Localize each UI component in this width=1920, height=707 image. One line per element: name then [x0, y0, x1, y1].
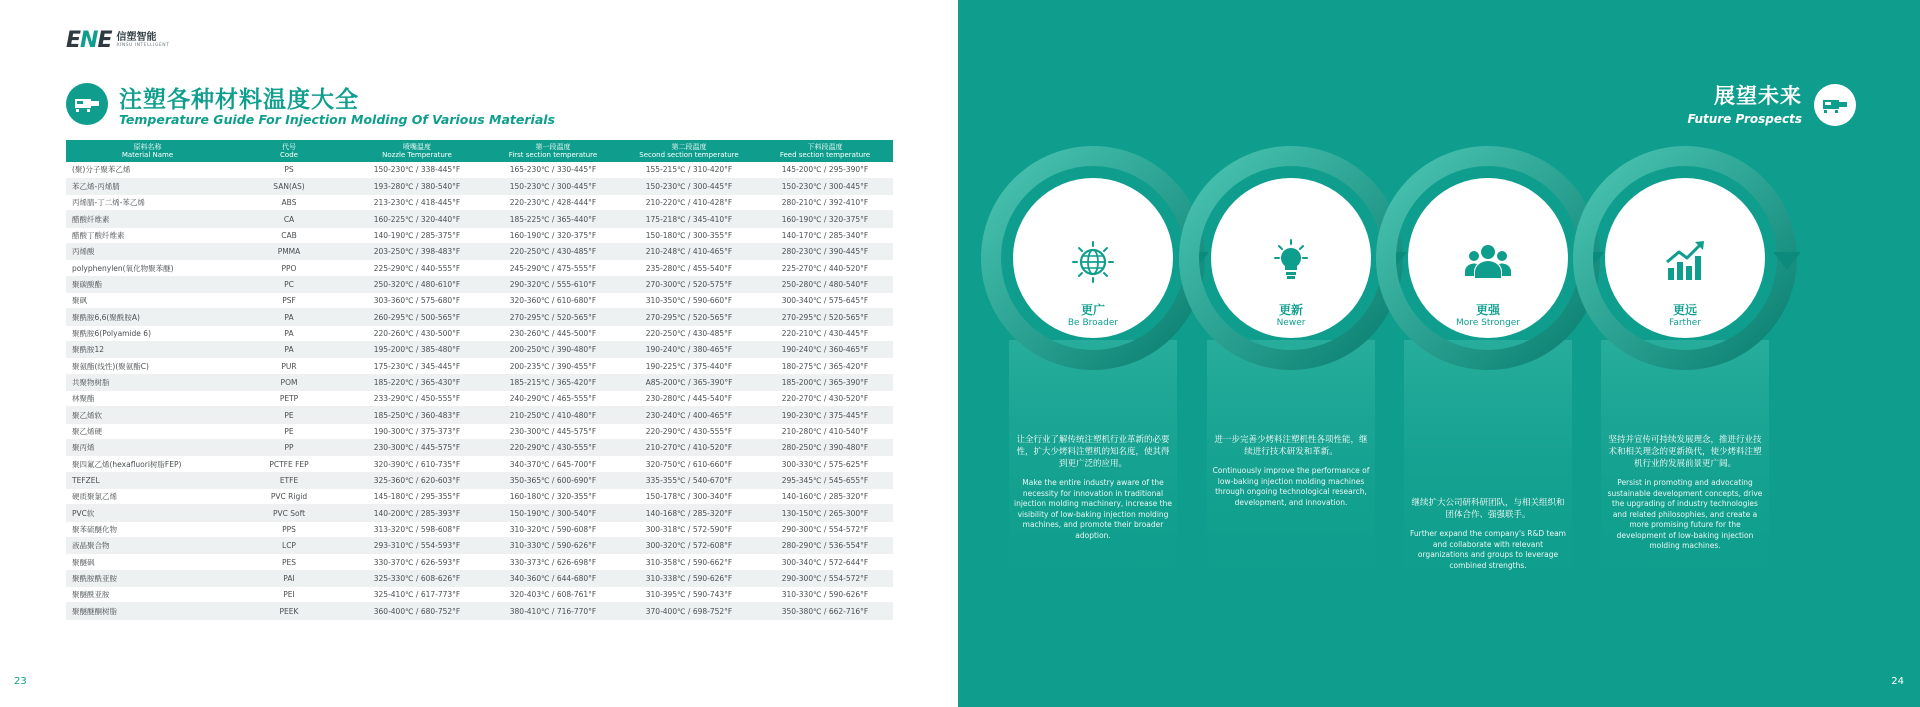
table-cell: 175-218℃ / 345-410°F: [621, 211, 757, 227]
table-cell: PES: [229, 554, 349, 570]
table-cell: (聚)分子聚苯乙烯: [66, 162, 229, 178]
table-cell: 350-380℃ / 662-716°F: [757, 603, 893, 619]
table-cell: PEEK: [229, 603, 349, 619]
column-header-cn: 下料段温度: [807, 143, 843, 151]
table-cell: TEFZEL: [66, 472, 229, 488]
table-cell: PE: [229, 407, 349, 423]
table-cell: 230-260℃ / 445-500°F: [485, 325, 621, 341]
table-row: [66, 227, 893, 243]
table-cell: 225-270℃ / 440-520°F: [757, 260, 893, 276]
table-cell: 310-338℃ / 590-626°F: [621, 570, 757, 586]
column-header-en: Feed section temperature: [779, 151, 871, 159]
table-cell: 280-230℃ / 390-445°F: [757, 244, 893, 260]
table-cell: 290-300℃ / 554-572°F: [757, 521, 893, 537]
table-cell: 310-358℃ / 590-662°F: [621, 554, 757, 570]
pillar-title-en: Be Broader: [1067, 318, 1119, 328]
machine-icon: [66, 83, 108, 125]
table-cell: 340-360℃ / 644-680°F: [485, 570, 621, 586]
pillar-description-newer: [1212, 434, 1370, 508]
table-cell: 335-355℃ / 540-670°F: [621, 472, 757, 488]
table-cell: 190-300℃ / 375-373°F: [349, 423, 485, 439]
pillar-description-broader: [1014, 434, 1172, 541]
table-cell: 聚酰胺酰亚胺: [66, 570, 229, 586]
table-cell: 丙烯酸: [66, 244, 229, 260]
table-cell: 220-230℃ / 428-444°F: [485, 195, 621, 211]
table-row: [66, 391, 893, 407]
table-row: [66, 521, 893, 537]
table-cell: PETP: [229, 391, 349, 407]
table-cell: PS: [229, 162, 349, 178]
table-cell: 300-340℃ / 572-644°F: [757, 554, 893, 570]
table-cell: 290-300℃ / 554-572°F: [757, 570, 893, 586]
table-row: [66, 195, 893, 211]
table-cell: 320-390℃ / 610-735°F: [349, 456, 485, 472]
pillar-text-en: Further expand the company's R&D team and collaborate with relevant organizations and groups to leverage combined strengths.: [1410, 529, 1566, 570]
column-header-en: Second section temperature: [639, 151, 739, 159]
pillar-title-en: More Stronger: [1455, 318, 1521, 328]
column-header: [349, 140, 485, 162]
table-cell: 270-295℃ / 520-565°F: [757, 309, 893, 325]
page-title: 注塑各种材料温度大全: [119, 87, 359, 113]
table-row: [66, 603, 893, 619]
table-cell: 150-230℃ / 300-445°F: [485, 178, 621, 194]
column-header-en: Material Name: [121, 151, 174, 159]
table-cell: PPO: [229, 260, 349, 276]
table-cell: 聚乙烯硬: [66, 423, 229, 439]
column-header-cn: 代号: [282, 143, 296, 151]
table-cell: polyphenylen(氧化物聚苯醚): [66, 260, 229, 276]
table-cell: 310-330℃ / 590-626°F: [485, 538, 621, 554]
pillar-title-en: Newer: [1276, 318, 1306, 328]
table-cell: 聚醚醚酮树脂: [66, 603, 229, 619]
column-header-cn: 喷嘴温度: [403, 143, 431, 151]
table-cell: 313-320℃ / 598-608°F: [349, 521, 485, 537]
table-cell: PC: [229, 276, 349, 292]
table-cell: 150-230℃ / 300-445°F: [621, 178, 757, 194]
table-cell: 210-270℃ / 410-520°F: [621, 440, 757, 456]
table-cell: 220-210℃ / 430-445°F: [757, 325, 893, 341]
table-cell: 140-160℃ / 285-320°F: [757, 489, 893, 505]
table-cell: 硬质聚氯乙烯: [66, 489, 229, 505]
table-cell: 230-300℃ / 445-575°F: [485, 423, 621, 439]
table-cell: 155-215℃ / 310-420°F: [621, 162, 757, 178]
table-cell: 180-275℃ / 365-420°F: [757, 358, 893, 374]
table-cell: 340-370℃ / 645-700°F: [485, 456, 621, 472]
column-header-cn: 原料名称: [133, 143, 162, 151]
table-cell: PPS: [229, 521, 349, 537]
column-header: [229, 140, 349, 162]
table-cell: 醋酸纤维素: [66, 211, 229, 227]
table-cell: 310-330℃ / 590-626°F: [757, 587, 893, 603]
table-row: [66, 440, 893, 456]
table-row: [66, 325, 893, 341]
table-cell: 245-290℃ / 475-555°F: [485, 260, 621, 276]
table-cell: 150-230℃ / 338-445°F: [349, 162, 485, 178]
pillar-text-cn: 让全行业了解传统注塑机行业革新的必要性，扩大少烤料注塑机的知名度，使其得到更广泛的应用。: [1016, 435, 1170, 469]
pillar-title-cn: 更新: [1278, 303, 1303, 317]
table-cell: 200-235℃ / 390-455°F: [485, 358, 621, 374]
table-cell: 300-330℃ / 575-625°F: [757, 456, 893, 472]
pillar-title-farther: [1625, 303, 1745, 329]
table-cell: 220-250℃ / 430-485°F: [621, 325, 757, 341]
table-cell: 203-250℃ / 398-483°F: [349, 244, 485, 260]
table-cell: 290-320℃ / 555-610°F: [485, 276, 621, 292]
table-cell: 185-200℃ / 365-390°F: [757, 374, 893, 390]
growth-chart-icon: [1659, 236, 1711, 288]
table-cell: PA: [229, 325, 349, 341]
pillar-text-en: Persist in promoting and advocating sustainable development concepts, drive the upgrading of industry technologies and related philosophies, and create a more promising future for the development of low-baking injection molding machines.: [1607, 478, 1763, 550]
table-cell: 185-250℃ / 360-483°F: [349, 407, 485, 423]
table-cell: 醋酸丁酸纤维素: [66, 227, 229, 243]
pillar-description-stronger: [1409, 497, 1567, 571]
table-cell: 聚乙烯软: [66, 407, 229, 423]
table-row: [66, 456, 893, 472]
table-cell: 370-400℃ / 698-752°F: [621, 603, 757, 619]
table-cell: 280-290℃ / 536-554°F: [757, 538, 893, 554]
table-cell: CA: [229, 211, 349, 227]
table-cell: 300-318℃ / 572-590°F: [621, 521, 757, 537]
pillar-title-cn: 更远: [1672, 303, 1697, 317]
table-cell: 320-360℃ / 610-680°F: [485, 293, 621, 309]
table-cell: 165-230℃ / 330-445°F: [485, 162, 621, 178]
table-row: [66, 505, 893, 521]
table-cell: 193-280℃ / 380-540°F: [349, 178, 485, 194]
pillar-text-cn: 进一步完善少烤料注塑机性各项性能，继续进行技术研发和革新。: [1214, 435, 1368, 457]
column-header: [757, 140, 893, 162]
table-row: [66, 570, 893, 586]
table-cell: 聚碳酸酯: [66, 276, 229, 292]
table-header: [66, 140, 893, 162]
table-cell: PMMA: [229, 244, 349, 260]
table-cell: PSF: [229, 293, 349, 309]
table-cell: 210-220℃ / 410-428°F: [621, 195, 757, 211]
table-cell: 150-178℃ / 300-340°F: [621, 489, 757, 505]
table-cell: 325-360℃ / 620-603°F: [349, 472, 485, 488]
table-cell: PEI: [229, 587, 349, 603]
table-cell: PP: [229, 440, 349, 456]
page-number-right: 24: [1891, 676, 1904, 687]
table-row: [66, 554, 893, 570]
table-cell: 聚四氟乙烯(hexafluori树脂FEP): [66, 456, 229, 472]
table-cell: 聚丙烯: [66, 440, 229, 456]
table-cell: 210-280℃ / 410-540°F: [757, 423, 893, 439]
table-cell: 320-750℃ / 610-660°F: [621, 456, 757, 472]
table-cell: 300-340℃ / 575-645°F: [757, 293, 893, 309]
table-cell: 聚醚酰亚胺: [66, 587, 229, 603]
table-cell: 220-290℃ / 430-555°F: [485, 440, 621, 456]
table-cell: PVC软: [66, 505, 229, 521]
team-icon: [1462, 236, 1514, 288]
table-cell: 聚氨酯(线性)(聚氨酯C): [66, 358, 229, 374]
future-title: 展望未来: [1714, 84, 1802, 108]
table-cell: 聚酰胺6,6(聚酰胺A): [66, 309, 229, 325]
table-cell: 295-345℃ / 545-655°F: [757, 472, 893, 488]
table-row: [66, 211, 893, 227]
table-cell: 380-410℃ / 716-770°F: [485, 603, 621, 619]
table-cell: 150-230℃ / 300-445°F: [757, 178, 893, 194]
pillar-description-farther: [1606, 434, 1764, 552]
table-cell: 聚酰胺6(Polyamide 6): [66, 325, 229, 341]
table-cell: 200-250℃ / 390-480°F: [485, 342, 621, 358]
table-cell: 250-320℃ / 480-610°F: [349, 276, 485, 292]
table-cell: 230-240℃ / 400-465°F: [621, 407, 757, 423]
table-cell: 液晶聚合物: [66, 538, 229, 554]
page-number-left: 23: [14, 676, 27, 687]
table-cell: 210-248℃ / 410-465°F: [621, 244, 757, 260]
pillar-title-newer: [1231, 303, 1351, 329]
page-subtitle: Temperature Guide For Injection Molding Of Various Materials: [119, 112, 555, 127]
table-cell: ABS: [229, 195, 349, 211]
table-cell: CAB: [229, 227, 349, 243]
future-subtitle: Future Prospects: [1687, 112, 1802, 126]
logo-mark: ENE: [66, 28, 112, 53]
table-cell: 190-230℃ / 375-445°F: [757, 407, 893, 423]
lightbulb-icon: [1265, 236, 1317, 288]
logo-name-en: XINSU INTELLIGENT: [116, 43, 170, 48]
table-cell: 185-225℃ / 365-440°F: [485, 211, 621, 227]
globe-icon: [1067, 236, 1119, 288]
table-cell: 220-270℃ / 430-520°F: [757, 391, 893, 407]
table-cell: 130-150℃ / 265-300°F: [757, 505, 893, 521]
table-cell: 303-360℃ / 575-680°F: [349, 293, 485, 309]
table-cell: 213-230℃ / 418-445°F: [349, 195, 485, 211]
table-cell: PVC Soft: [229, 505, 349, 521]
table-cell: 聚砜: [66, 293, 229, 309]
table-cell: 330-373℃ / 626-698°F: [485, 554, 621, 570]
column-header-en: Code: [280, 151, 298, 159]
table-cell: PE: [229, 423, 349, 439]
logo-name: [116, 32, 169, 49]
left-page: [0, 0, 958, 707]
table-cell: 220-260℃ / 430-500°F: [349, 325, 485, 341]
table-cell: 240-290℃ / 465-555°F: [485, 391, 621, 407]
table-cell: 190-225℃ / 375-440°F: [621, 358, 757, 374]
table-cell: POM: [229, 374, 349, 390]
table-row: [66, 309, 893, 325]
table-row: [66, 358, 893, 374]
table-cell: 330-370℃ / 626-593°F: [349, 554, 485, 570]
table-cell: 310-320℃ / 590-608°F: [485, 521, 621, 537]
table-cell: 325-410℃ / 617-773°F: [349, 587, 485, 603]
table-cell: 190-240℃ / 360-465°F: [757, 342, 893, 358]
table-cell: 270-300℃ / 520-575°F: [621, 276, 757, 292]
table-cell: 160-180℃ / 320-355°F: [485, 489, 621, 505]
machine-icon: [1814, 84, 1856, 126]
pillar-title-cn: 更强: [1475, 303, 1500, 317]
column-header-cn: 第二段温度: [671, 143, 707, 151]
table-cell: 350-365℃ / 600-690°F: [485, 472, 621, 488]
right-page: [958, 0, 1920, 707]
table-cell: 235-280℃ / 455-540°F: [621, 260, 757, 276]
table-cell: 140-190℃ / 285-375°F: [349, 227, 485, 243]
table-cell: PA: [229, 342, 349, 358]
pillar-title-broader: [1033, 303, 1153, 329]
logo-name-cn: 信塑智能: [116, 32, 157, 43]
temperature-table: [66, 140, 893, 620]
table-cell: 林聚酯: [66, 391, 229, 407]
table-row: [66, 423, 893, 439]
table-cell: 260-295℃ / 500-565°F: [349, 309, 485, 325]
table-row: [66, 489, 893, 505]
table-cell: 280-250℃ / 390-480°F: [757, 440, 893, 456]
table-row: [66, 407, 893, 423]
table-cell: 325-330℃ / 608-626°F: [349, 570, 485, 586]
table-row: [66, 472, 893, 488]
table-cell: A85-200℃ / 365-390°F: [621, 374, 757, 390]
table-row: [66, 276, 893, 292]
table-cell: LCP: [229, 538, 349, 554]
table-cell: 185-215℃ / 365-420°F: [485, 374, 621, 390]
table-cell: 233-290℃ / 450-555°F: [349, 391, 485, 407]
table-cell: 聚酰胺12: [66, 342, 229, 358]
table-row: [66, 178, 893, 194]
column-header-en: Nozzle Temperature: [382, 151, 452, 159]
table-row: [66, 162, 893, 178]
table-cell: 190-240℃ / 380-465°F: [621, 342, 757, 358]
table-row: [66, 538, 893, 554]
pillar-title-en: Farther: [1668, 318, 1702, 328]
pillar-text-en: Continuously improve the performance of low-baking injection molding machines through ongoing technological research, development, and innovation.: [1212, 466, 1370, 507]
table-cell: 360-400℃ / 680-752°F: [349, 603, 485, 619]
table-cell: SAN(AS): [229, 178, 349, 194]
column-header-en: First section temperature: [508, 151, 598, 159]
table-cell: 293-310℃ / 554-593°F: [349, 538, 485, 554]
table-cell: 丙烯腈-丁二烯-苯乙烯: [66, 195, 229, 211]
table-cell: 150-180℃ / 300-355°F: [621, 227, 757, 243]
table-cell: 310-395℃ / 590-743°F: [621, 587, 757, 603]
table-cell: 225-290℃ / 440-555°F: [349, 260, 485, 276]
table-cell: 共聚物树脂: [66, 374, 229, 390]
table-row: [66, 374, 893, 390]
company-logo: [66, 28, 169, 53]
table-cell: PAI: [229, 570, 349, 586]
pillar-text-en: Make the entire industry aware of the necessity for innovation in traditional injection molding machinery, increase the visibility of low-baking injection molding machines, and promote their broader adoption.: [1014, 478, 1172, 540]
table-cell: 250-280℃ / 480-540°F: [757, 276, 893, 292]
table-row: [66, 587, 893, 603]
table-cell: 苯乙烯-丙烯腈: [66, 178, 229, 194]
table-body: [66, 162, 893, 619]
table-cell: 150-190℃ / 300-540°F: [485, 505, 621, 521]
table-row: [66, 244, 893, 260]
table-cell: 140-200℃ / 285-393°F: [349, 505, 485, 521]
table-cell: 185-220℃ / 365-430°F: [349, 374, 485, 390]
table-cell: 140-168℃ / 285-320°F: [621, 505, 757, 521]
table-cell: 220-290℃ / 430-555°F: [621, 423, 757, 439]
table-row: [66, 342, 893, 358]
table-cell: PA: [229, 309, 349, 325]
table-cell: 聚苯硫醚化物: [66, 521, 229, 537]
table-row: [66, 293, 893, 309]
column-header: [66, 140, 229, 162]
pillar-text-cn: 坚持并宣传可持续发展理念，推进行业技术和相关理念的更新换代，使少烤料注塑机行业的发展前景更广阔。: [1608, 435, 1762, 469]
pillar-text-cn: 继续扩大公司研科研团队，与相关组织和团体合作、强强联手。: [1411, 498, 1565, 520]
table-cell: 160-190℃ / 320-375°F: [485, 227, 621, 243]
table-cell: 160-225℃ / 320-440°F: [349, 211, 485, 227]
table-cell: 320-403℃ / 608-761°F: [485, 587, 621, 603]
pillar-title-cn: 更广: [1080, 303, 1105, 317]
table-cell: ETFE: [229, 472, 349, 488]
table-cell: 220-250℃ / 430-485°F: [485, 244, 621, 260]
table-cell: 270-295℃ / 520-565°F: [621, 309, 757, 325]
pillar-title-stronger: [1428, 303, 1548, 329]
table-cell: 160-190℃ / 320-375°F: [757, 211, 893, 227]
table-cell: 270-295℃ / 520-565°F: [485, 309, 621, 325]
table-cell: 230-280℃ / 445-540°F: [621, 391, 757, 407]
table-cell: 140-170℃ / 285-340°F: [757, 227, 893, 243]
table-cell: 280-210℃ / 392-410°F: [757, 195, 893, 211]
table-cell: PCTFE FEP: [229, 456, 349, 472]
column-header: [485, 140, 621, 162]
table-cell: PVC Rigid: [229, 489, 349, 505]
table-cell: 300-320℃ / 572-608°F: [621, 538, 757, 554]
table-cell: 210-250℃ / 410-480°F: [485, 407, 621, 423]
table-cell: 145-180℃ / 295-355°F: [349, 489, 485, 505]
column-header-cn: 第一段温度: [535, 143, 571, 151]
table-cell: PUR: [229, 358, 349, 374]
column-header: [621, 140, 757, 162]
table-cell: 230-300℃ / 445-575°F: [349, 440, 485, 456]
table-cell: 175-230℃ / 345-445°F: [349, 358, 485, 374]
table-cell: 聚醚砜: [66, 554, 229, 570]
table-row: [66, 260, 893, 276]
table-cell: 195-200℃ / 385-480°F: [349, 342, 485, 358]
table-cell: 145-200℃ / 295-390°F: [757, 162, 893, 178]
table-cell: 310-350℃ / 590-660°F: [621, 293, 757, 309]
